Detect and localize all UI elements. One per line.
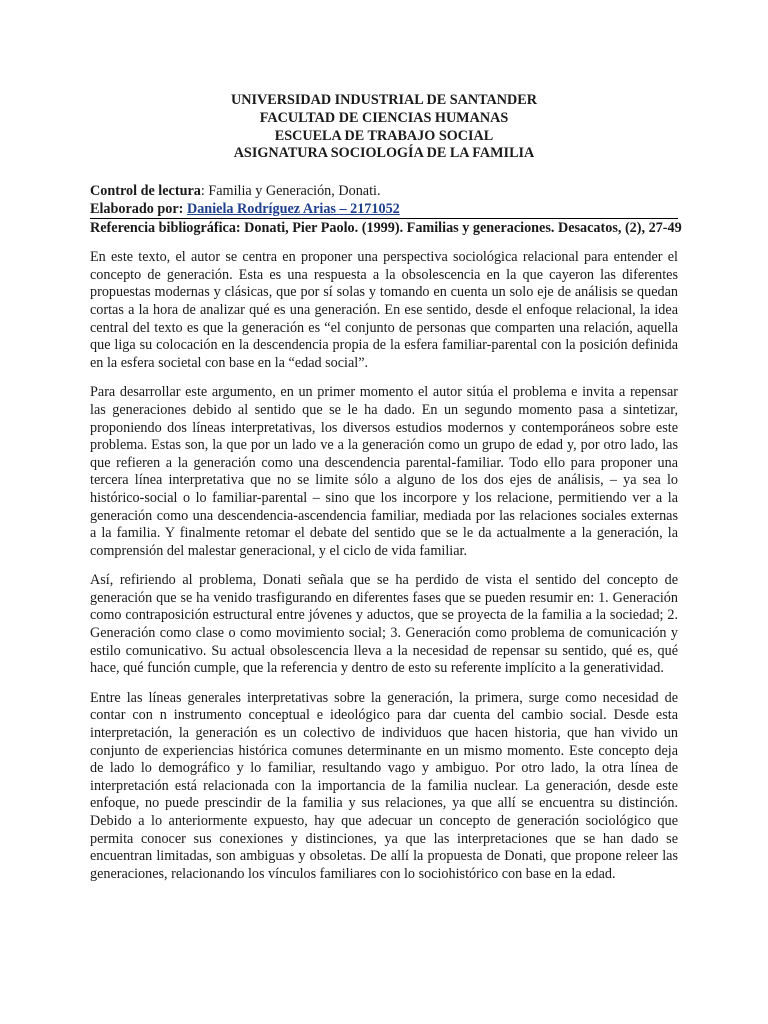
control-value: : Familia y Generación, Donati. <box>200 183 381 200</box>
document-meta <box>90 183 678 218</box>
control-line <box>90 183 678 201</box>
paragraph-2: Para desarrollar este argumento, en un primer momento el autor sitúa el problema e invita a repensar las generaciones debido al sentido que se le ha dado. En un segundo momento pasa a sintetizar, proponiendo dos líneas interpretativas, los diversos estudios modernos y contemporáneos sobre este problema. Estas son, la que por un lado ve a la generación como un grupo de edad y, por otro lado, las que refieren a la generación como una descendencia parental-familiar. Todo ello para proponer una tercera línea interpretativa que no se limite sólo a alguno de los dos ejes de análisis, – ya sea lo histórico-social o lo familiar-parental – sino que los incorpore y los relacione, permitiendo ver a la generación como una descendencia-ascendencia familiar, mediada por las relaciones sociales externas a la familia. Y finalmente retomar el debate del sentido que se le da actualmente a la generación, la comprensión del malestar generacional, y el ciclo de vida familiar. <box>90 384 678 559</box>
author-link[interactable]: Daniela Rodríguez Arias – 2171052 <box>186 200 400 217</box>
author-line <box>90 201 678 219</box>
school-name: ESCUELA DE TRABAJO SOCIAL <box>274 127 494 144</box>
document-page <box>90 92 682 895</box>
faculty-name: FACULTAD DE CIENCIAS HUMANAS <box>259 109 509 126</box>
course-name: ASIGNATURA SOCIOLOGÍA DE LA FAMILIA <box>233 145 535 162</box>
paragraph-3: Así, refiriendo al problema, Donati señala que se ha perdido de vista el sentido del concepto de generación que se ha venido trasfigurando en diferentes fases que se pueden resumir en: 1. Generación como contraposición estructural entre jóvenes y aductos, que se proyecta de la familia a la sociedad; 2. Generación como clase o como movimiento social; 3. Generación como problema de comunicación y estilo comunicativo. Su actual obsolescencia lleva a la necesidad de repensar su sentido, qué es, qué hace, qué función cumple, que la referencia y dentro de esto su referente implícito a la generatividad. <box>90 572 678 677</box>
paragraph-4: Entre las líneas generales interpretativas sobre la generación, la primera, surge como necesidad de contar con n instrumento conceptual e ideológico para dar cuenta del cambio social. Desde esta interpretación, la generación es un colectivo de individuos que hacen historia, que han vivido un conjunto de experiencias histórica comunes determinante en un mismo momento. Este concepto deja de lado lo demográfico y lo familiar, resultando vago y ambiguo. Por otro lado, la otra línea de interpretación está relacionada con la importancia de la familia nuclear. La generación, desde este enfoque, no puede prescindir de la familia y sus relaciones, ya que allí se encuentra su distinción. Debido a lo anteriormente expuesto, hay que adecuar un concepto de generación sociológico que permita conocer sus conexiones y distinciones, ya que las interpretaciones que se han dado se encuentran limitadas, son ambiguas y obsoletas. De allí la propuesta de Donati, que propone releer las generaciones, relacionando los vínculos familiares con lo sociohistórico con base en la edad. <box>90 689 678 882</box>
control-label: Control de lectura <box>90 183 201 200</box>
university-name: UNIVERSIDAD INDUSTRIAL DE SANTANDER <box>230 92 537 108</box>
paragraph-1: En este texto, el autor se centra en proponer una perspectiva sociológica relacional para entender el concepto de generación. Esta es una respuesta a la obsolescencia en la que cayeron las diferentes propuestas modernas y clásicas, que por sí solas y tomando en cuenta un solo eje de análisis se quedan cortas a la hora de analizar qué es una generación. En ese sentido, desde el enfoque relacional, la idea central del texto es que la generación es “el conjunto de personas que comparten una relación, aquella que liga su colocación en la descendencia propia de la esfera familiar-parental con la posición definida en la esfera societal con base en la “edad social”. <box>90 249 678 371</box>
bibliographic-reference: Referencia bibliográfica: Donati, Pier Paolo. (1999). Familias y generaciones. Desacatos, (2), 27-49 <box>90 220 682 237</box>
author-label: Elaborado por: <box>90 200 187 217</box>
document-body <box>90 249 678 883</box>
document-header <box>90 92 678 163</box>
